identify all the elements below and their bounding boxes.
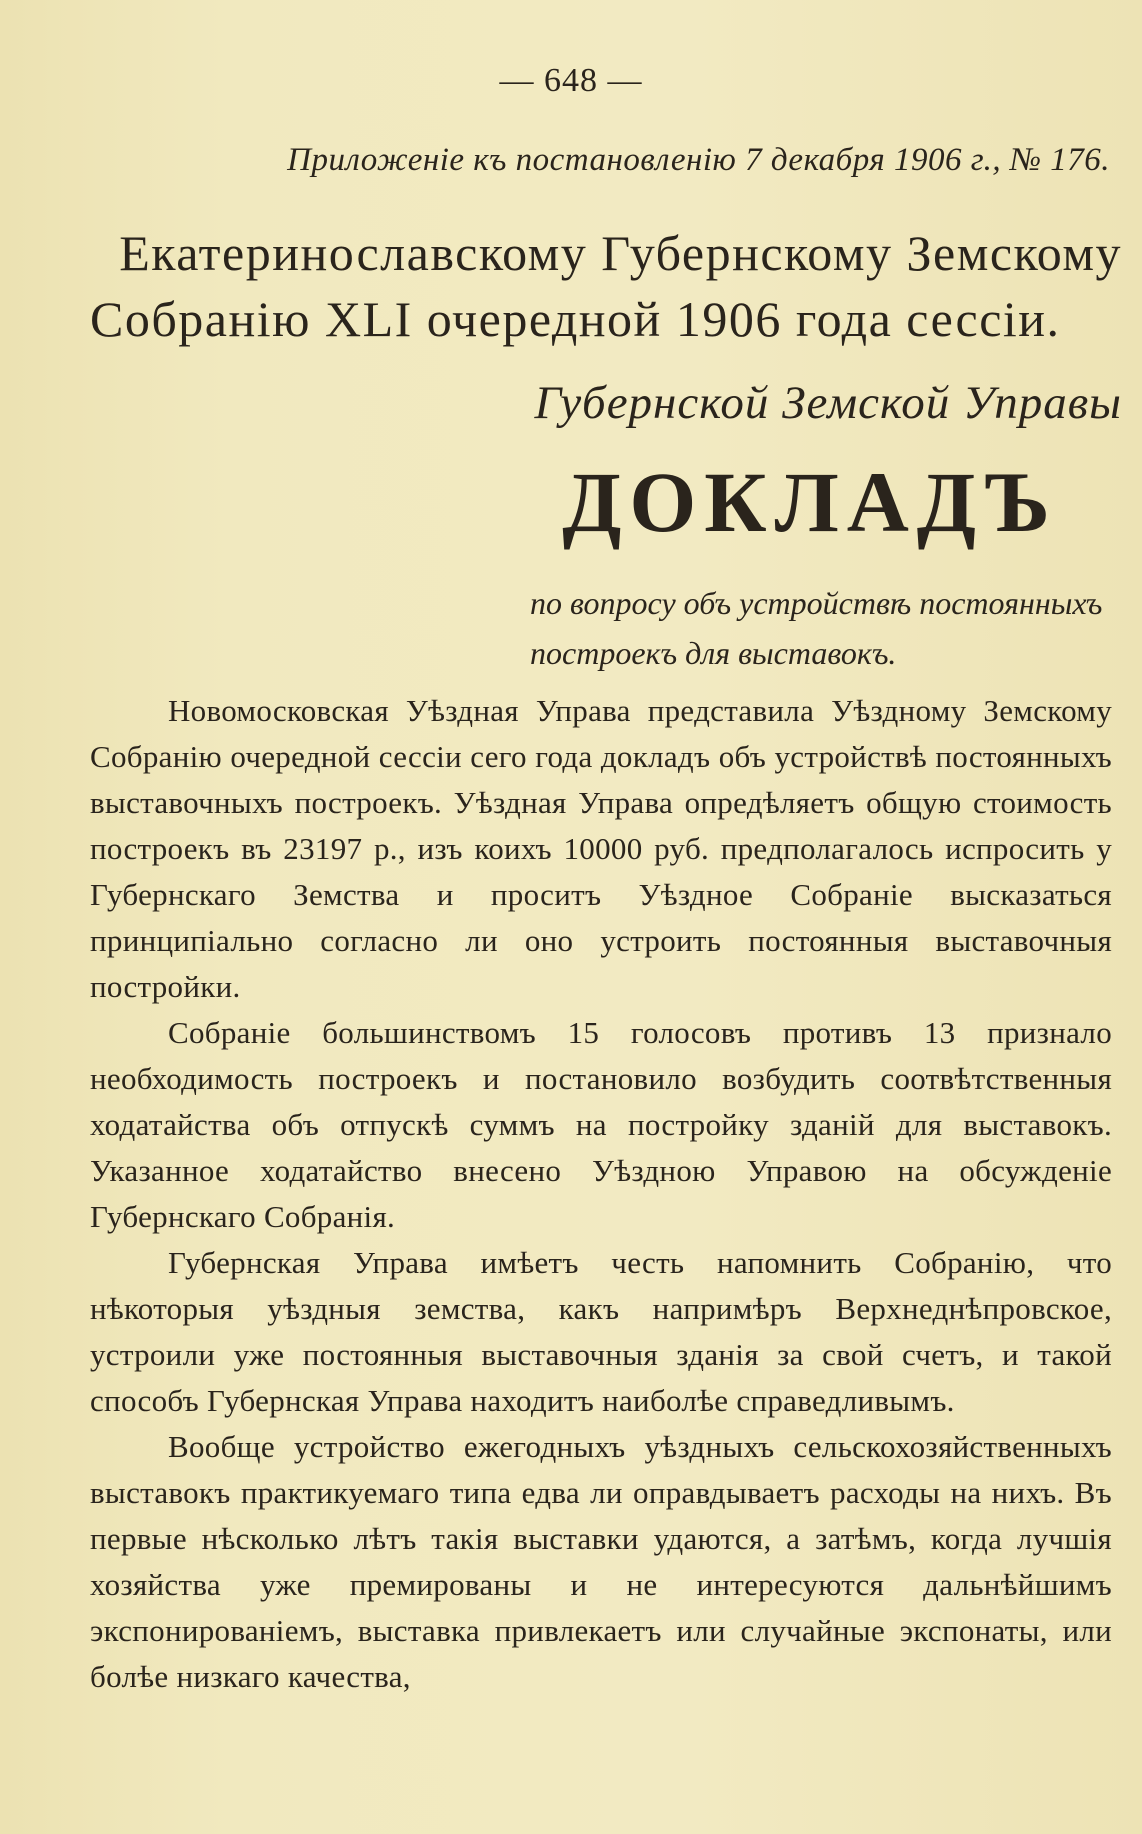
page-number: — 648 — — [499, 62, 643, 99]
appendix-note: Приложеніе къ постановленію 7 декабря 1906 г., № 176. — [287, 142, 1110, 178]
document-title: ДОКЛАДЪ — [562, 454, 1058, 550]
addressee-line-2: Собранію XLI очередной 1906 года сессіи. — [90, 291, 1061, 347]
paragraph: Вообще устройство ежегодныхъ уѣздныхъ сельскохозяйственныхъ выставокъ практикуемаго типа едва ли оправдываетъ расходы на нихъ. Въ первые нѣсколько лѣтъ такія выставки удаются, а затѣмъ, когда лучшія хозяйства уже премированы и не интересуются дальнѣйшимъ экспонированіемъ, выставка привлекаетъ или случайные экспонаты, или болѣе низкаго качества, — [90, 1429, 1112, 1694]
subject-line: по вопросу объ устройствѣ постоянныхъ построекъ для выставокъ. — [530, 585, 1103, 671]
issuer-heading: Губернской Земской Управы — [534, 377, 1122, 429]
body-text — [90, 688, 1112, 1700]
addressee-line-1: Екатеринославскому Губернскому Земскому — [119, 225, 1122, 281]
paragraph: Губернская Управа имѣетъ честь напомнить Собранію, что нѣкоторыя уѣздныя земства, какъ напримѣръ Верхнеднѣпровское, устроили уже постоянныя выставочныя зданія за свой счетъ, и такой способъ Губернская Управа находитъ наиболѣе справедливымъ. — [90, 1245, 1112, 1418]
paragraph: Собраніе большинствомъ 15 голосовъ противъ 13 признало необходимость построекъ и постановило возбудить соотвѣтственныя ходатайства объ отпускѣ суммъ на постройку зданій для выставокъ. Указанное ходатайство внесено Уѣздною Управою на обсужденіе Губернскаго Собранія. — [90, 1015, 1112, 1234]
paragraph: Новомосковская Уѣздная Управа представила Уѣздному Земскому Собранію очередной сессіи сего года докладъ объ устройствѣ постоянныхъ выставочныхъ построекъ. Уѣздная Управа опредѣляетъ общую стоимость построекъ въ 23197 р., изъ коихъ 10000 руб. предполагалось испросить у Губернскаго Земства и проситъ Уѣздное Собраніе высказаться принципіально согласно ли оно устроить постоянныя выставочныя постройки. — [90, 693, 1112, 1004]
addressee-heading — [90, 220, 1122, 352]
